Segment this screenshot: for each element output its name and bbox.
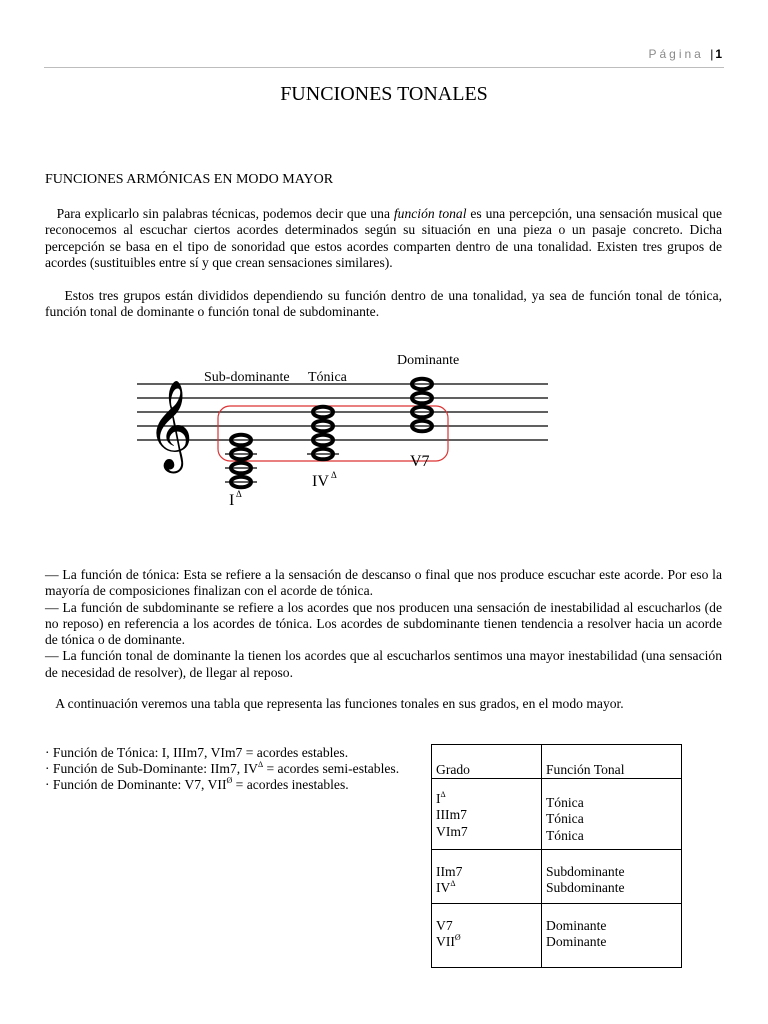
label-subdominant: Sub-dominante: [204, 370, 290, 385]
music-staff-diagram: [0, 340, 768, 520]
list-dom-sup: Ø: [226, 776, 233, 785]
list-tonic: · Función de Tónica: I, IIIm7, VIm7 = acordes estables.: [45, 745, 349, 760]
funcion-IIIm7: Tónica: [546, 811, 584, 827]
delta-IV: Δ: [331, 470, 337, 480]
grado-VII-text: VII: [436, 934, 455, 950]
cell-funcion-sub: [542, 850, 682, 904]
page-header: [648, 47, 722, 61]
chord-label-I: I: [229, 492, 235, 509]
header-rule: [44, 67, 724, 68]
grado-I-sup: Δ: [440, 790, 446, 799]
header-funcion: Función Tonal: [542, 745, 682, 779]
definitions: [45, 567, 722, 681]
intro-paragraph: [45, 206, 722, 271]
table-header-row: [432, 745, 682, 779]
delta-I: Δ: [236, 489, 242, 499]
funcion-V7: Dominante: [546, 918, 607, 933]
grado-VII-sup: Ø: [454, 933, 461, 943]
list-dom-after: = acordes inestables.: [232, 777, 349, 792]
cell-funcion-tonic: [542, 779, 682, 850]
definition-subdominant: — La función de subdominante se refiere a los acordes que nos producen una sensación de inestabilidad al escucharlos (de no reposo) en referencia a los acordes de tónica. Los acordes de subdominante tienen tendencia a resolver hacia un acorde de tónica o de dominante.: [45, 599, 722, 648]
funcion-IV: Subdominante: [546, 880, 625, 896]
funcion-VIm7: Tónica: [546, 827, 584, 843]
header-grado: Grado: [432, 745, 542, 779]
cell-funcion-dom: [542, 904, 682, 968]
grado-IIm7: IIm7: [436, 864, 463, 879]
grado-I: [436, 791, 537, 807]
grado-VII: [436, 934, 537, 950]
grado-V7: V7: [436, 918, 453, 933]
table-intro-text: A continuación veremos una tabla que representa las funciones tonales en sus grados, en el modo mayor.: [55, 696, 624, 711]
table-intro: [45, 696, 722, 712]
list-sub-after: = acordes semi-estables.: [263, 761, 400, 776]
page-label: Página: [648, 47, 704, 61]
cell-grados-sub: [432, 850, 542, 904]
definition-tonic: — La función de tónica: Esta se refiere a la sensación de descanso o final que nos produce escuchar este acorde. Por eso la mayoría de composiciones finalizan con el acorde de tónica.: [45, 567, 722, 599]
chord-label-V7: V7: [410, 453, 430, 470]
table-row-dominant: [432, 904, 682, 968]
list-subdominant: [45, 761, 399, 777]
page-number: 1: [715, 47, 722, 61]
cell-grados-tonic: [432, 779, 542, 850]
grado-IV: [436, 880, 537, 896]
definition-dominant: — La función tonal de dominante la tienen los acordes que al escucharlos sentimos una mayor inestabilidad (una sensación de necesidad de resolver), de llegar al reposo.: [45, 648, 722, 680]
label-dominant: Dominante: [397, 353, 460, 368]
list-sub-text: · Función de Sub-Dominante: IIm7, IV: [45, 761, 258, 776]
list-sub-sup: Δ: [257, 760, 264, 769]
functions-table: [431, 744, 682, 968]
staff-lines: [137, 384, 548, 440]
groups-text: Estos tres grupos están divididos dependiendo su función dentro de una tonalidad, ya sea de función tonal de tónica, función tonal de dominante o función tonal de subdominante.: [45, 288, 723, 320]
grado-IIIm7: IIIm7: [436, 807, 467, 823]
intro-text-2: es una percepción, una sensación musical que reconocemos al escuchar ciertos acordes determinados según su situación en una pieza o un pasaje concreto. Dicha percepción se basa en el tipo de sonoridad que estos acordes comparten dentro de una tonalidad. Existen tres grupos de acordes (sustituibles entre sí y que crean sensaciones similares).: [45, 206, 723, 270]
grado-I-text: I: [436, 791, 441, 806]
table-row-tonic: [432, 779, 682, 850]
grado-IV-sup: Δ: [450, 879, 456, 889]
chord-IV: [313, 407, 333, 460]
grado-IV-text: IV: [436, 880, 451, 896]
groups-paragraph: [45, 288, 722, 321]
intro-italic: función tonal: [393, 206, 467, 221]
page-title: FUNCIONES TONALES: [280, 83, 488, 105]
treble-clef-icon: 𝄞: [147, 381, 194, 468]
intro-text-1: Para explicarlo sin palabras técnicas, podemos decir que una: [56, 206, 394, 221]
label-tonic: Tónica: [308, 370, 347, 385]
funcion-VII: Dominante: [546, 934, 607, 950]
section-subtitle: FUNCIONES ARMÓNICAS EN MODO MAYOR: [45, 172, 334, 187]
chord-label-IV: IV: [312, 473, 329, 490]
funcion-I: Tónica: [546, 795, 584, 810]
list-dom-text: · Función de Dominante: V7, VII: [45, 777, 227, 792]
page-separator: |: [710, 47, 714, 61]
funcion-IIm7: Subdominante: [546, 864, 625, 879]
chord-V7: [412, 379, 432, 432]
grado-VIm7: VIm7: [436, 823, 468, 839]
list-dominant: [45, 777, 349, 793]
table-row-subdominant: [432, 850, 682, 904]
cell-grados-dom: [432, 904, 542, 968]
